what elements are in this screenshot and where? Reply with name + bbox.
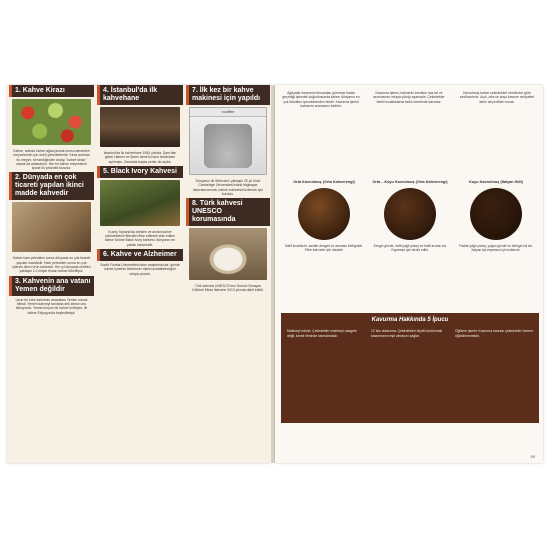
section-7-body: Dünyanın ilk Webcam'i yaklaşık 20 yıl önce Cambridge Üniversitesi'ndeki bilgisayar laboratuvarında, kahve makinesini izlemek için kuruldu. xyxy=(193,179,263,196)
roast-medium-dark xyxy=(371,180,449,252)
section-1-body: Kahve, adında kahve ağacı(ancak konsu tamamen meyvelerinin için özel) çekirdeklerdir. Kiraz andıran bu meyve, benzediğinden dolayı "kahve kirazı" olarak da adlandırılır. Her bir kahve meyvesinin içinde iki çekirdek bulunur. xyxy=(13,149,90,171)
left-column-2 xyxy=(97,85,183,463)
section-6-body: South Florida Üniversitesi'nden araştırmacılar, günde kahve içmenin Alzheimer riskini azaltabileceğini ortaya çıkardı. xyxy=(100,263,180,276)
left-column-1 xyxy=(9,85,94,463)
section-7-title: 7. İlk kez bir kahve makinesi için yapıldı xyxy=(186,85,270,105)
left-page xyxy=(7,85,271,463)
roast-dark-desc: Parlak yağlı yüzey, yoğun gövde ve belirgin isli tat. İtalyan tipi espresso için kullanılır. xyxy=(459,244,533,253)
coffee-beans-icon xyxy=(384,188,436,240)
roast-medium-desc: Hafif kıvamlıdır, asidite dengeli ve aroması belirgindir. Filtre kahveler için idealdir. xyxy=(285,244,363,253)
section-2-body: Kahve ham petrolden sonra dünyada en çok ticareti yapılan maddedir. Ham petrolden sonra en çok işlenen ikinci ürün kahvedir. Her yıl dünyada üretilen yaklaşık 2.2 milyar fincan kahve tüketiliyor. xyxy=(12,256,91,274)
roast-medium-title: Orta Kavrulmuş (Orta Kahverengi) xyxy=(293,180,355,184)
section-4-title: 4. İstanbul'da ilk kahvehane xyxy=(97,85,183,105)
tip-column-2: 12 kilo doldurma: Çekirdekleri ölçülü doldurmak kavurmanın eşit olmasını sağlar. xyxy=(371,329,443,338)
section-3-title: 3. Kahvenin ana vatanı Yemen değildir xyxy=(9,276,94,296)
coffee-beans-icon xyxy=(470,188,522,240)
intro-column-2: Kavurma işlemi, kahvenin kendine has tat ve aromasının ortaya çıktığı aşamadır. Çekirdekler belirli sıcaklıklarda farklı sürelerde kavrulur. xyxy=(373,91,445,104)
section-6-title: 6. Kahve ve Alzheimer xyxy=(97,249,183,261)
webcam-window-title: xcoffee xyxy=(190,108,266,117)
section-1-title: 1. Kahve Kirazı xyxy=(9,85,94,97)
section-5-body: Kuzey Tayland'da üretilen ve anılan kahve çekirdeklerini fillerden filtre edilerek elde edilen kahve türüne Black Ivory kahvesi, dünyanın en pahalı kahvesidir. xyxy=(104,229,176,247)
turkish-coffee-image xyxy=(189,228,267,280)
roast-dark xyxy=(457,180,535,252)
section-5-title: 5. Black Ivory Kahvesi xyxy=(97,166,183,178)
section-8-title: 8. Türk kahvesi UNESCO korumasında xyxy=(186,198,270,226)
tip-column-1: Makineyi edinin: Çekirdekler makineyi rastgele değil, kendi ritminde kavrulmalıdır. xyxy=(287,329,357,338)
section-4-body: İstanbul'da ilk kahvehane 1554 yılında, Şam'dan gelen Hakem ve Şems isimli iki tacir tarafından açılmıştır. Zamanla başka yerler de açıldı. xyxy=(103,151,177,164)
coffee-machine-webcam-image xyxy=(189,107,267,175)
intro-column-3: Kavrulmuş kahve çekirdekleri renklerine göre sınıflandırılır. Açık, orta ve koyu kavrum seviyeleri farklı tat profilleri sunar. xyxy=(459,91,535,104)
coffee-pot-icon xyxy=(204,124,252,168)
roast-levels xyxy=(285,180,535,280)
roast-medium-dark-desc: Zengin gövde, hafif yağlı yüzey ve hafif acımsı tat. Espresso için tercih edilir. xyxy=(373,244,447,253)
section-3-body: Uzun bir süre kahvenin anavatanı Yemen olarak bilindi. Yemen kahveyi tanıtana dek kimse onu bilmiyordu. Yemen boyun bir kahve ürettiyse, ilk kahve Etiyopya'da keşfedilmişti. xyxy=(15,297,88,315)
magazine-spread xyxy=(7,85,543,463)
roasting-tips-title: Kavurma Hakkında 5 İpucu xyxy=(371,317,449,323)
coffee-sacks-image xyxy=(12,202,91,252)
intro-column-1: Ağaçtaki meyvenin fincandan görmeye kadar geçirdiği işlemler doğrultusunda kahve dünyanın en çok tüketilen içeceklerinden biridir. Kavurma işlemi kahvenin aromasını belirler. xyxy=(282,91,360,109)
istanbul-image xyxy=(100,107,180,147)
roasting-tips-box xyxy=(281,313,539,423)
roast-medium xyxy=(285,180,363,252)
section-2-title: 2. Dünyada en çok ticareti yapılan ikinci madde kahvedir xyxy=(9,172,94,200)
right-page xyxy=(275,85,543,463)
coffee-cherry-image xyxy=(12,99,91,145)
roast-dark-title: Koyu Kavrulmuş (İtalyan Stili) xyxy=(469,180,523,184)
left-column-3 xyxy=(186,85,270,463)
black-ivory-image xyxy=(100,180,180,226)
tip-column-3: Öğütme işlemi: Kavurma sonrası çekirdekler hemen öğütülmemelidir. xyxy=(455,329,533,338)
page-number: 95 xyxy=(530,454,535,459)
coffee-beans-icon xyxy=(298,188,350,240)
section-8-body: Türk kahvesi UNESCO'nun Somut Olmayan Kültürel Miras listesine 2013 yılında dahil edildi. xyxy=(192,284,264,293)
roast-medium-dark-title: Orta – Koyu Kavrulmuş (Orta Kahverengi) xyxy=(372,180,448,184)
